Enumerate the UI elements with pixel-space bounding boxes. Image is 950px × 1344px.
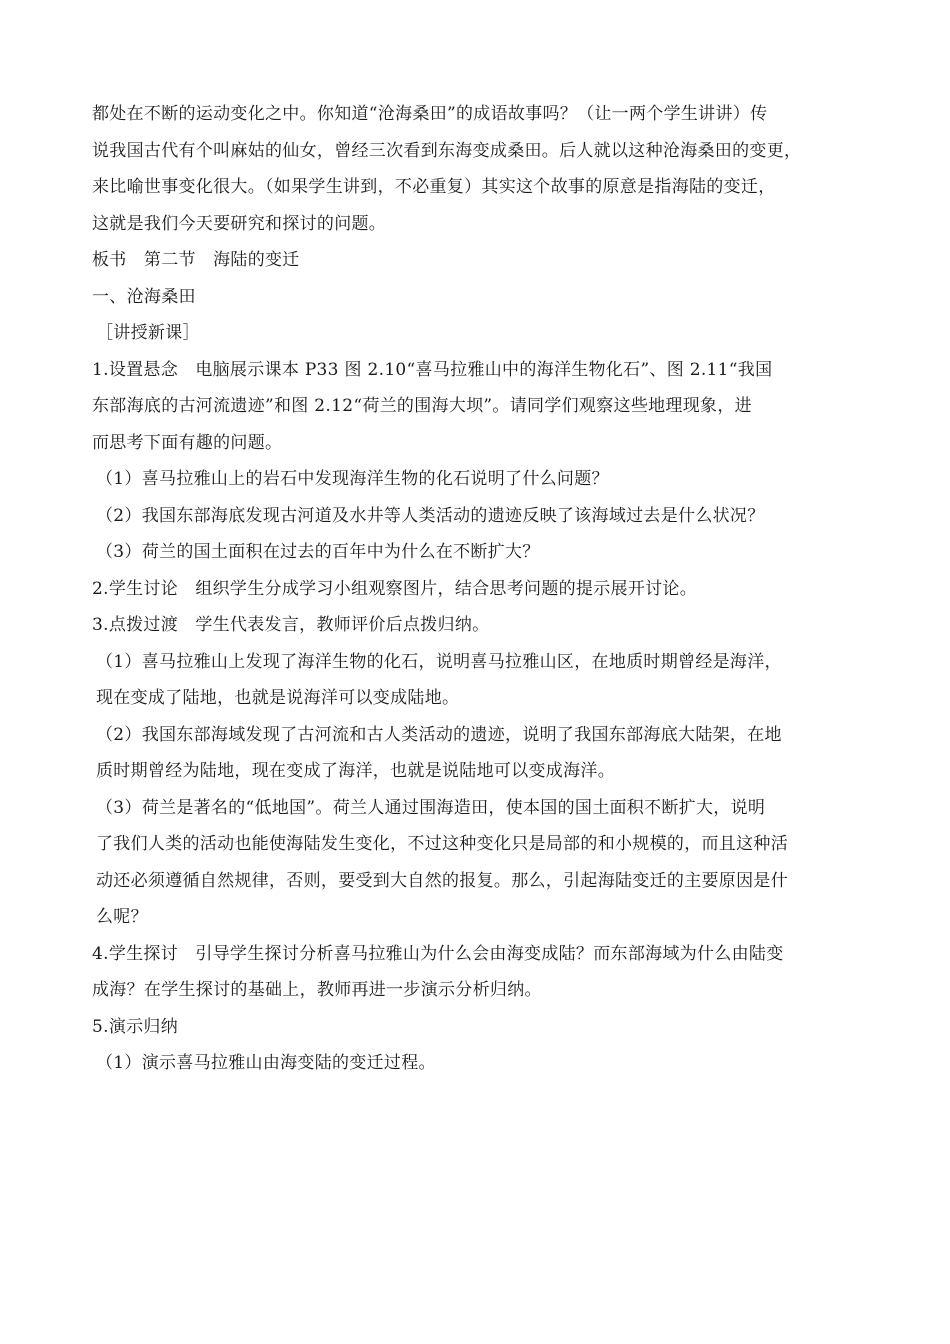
document-page xyxy=(92,96,862,1082)
text-line: 而思考下面有趣的问题。 xyxy=(92,432,283,453)
text-line: （2）我国东部海域发现了古河流和古人类活动的遗迹，说明了我国东部海底大陆架，在地 xyxy=(96,724,782,745)
answer-1 xyxy=(92,644,862,717)
text-line: 说我国古代有个叫麻姑的仙女，曾经三次看到东海变成桑田。后人就以这种沧海桑田的变更， xyxy=(92,140,802,161)
question-2: （2）我国东部海底发现古河道及水井等人类活动的遗迹反映了该海域过去是什么状况？ xyxy=(96,505,765,526)
question-1: （1）喜马拉雅山上的岩石中发现海洋生物的化石说明了什么问题？ xyxy=(96,469,609,489)
paragraph-step-1 xyxy=(92,352,862,462)
section-heading: 一、沧海桑田 xyxy=(92,286,196,307)
answer-3 xyxy=(92,790,862,936)
answer-2 xyxy=(92,717,862,790)
paragraph-intro xyxy=(92,96,862,242)
text-line: 来比喻世事变化很大。（如果学生讲到，不必重复）其实这个故事的原意是指海陆的变迁， xyxy=(92,177,776,197)
text-line: 都处在不断的运动变化之中。你知道“沧海桑田”的成语故事吗？（让一两个学生讲讲）传 xyxy=(92,104,768,124)
text-line: 么呢？ xyxy=(96,907,148,927)
text-line: 动还必须遵循自然规律，否则，要受到大自然的报复。那么，引起海陆变迁的主要原因是什 xyxy=(96,870,788,891)
text-line: 1.设置悬念 电脑展示课本 P33 图 2.10“喜马拉雅山中的海洋生物化石”、图 2.11“我国 xyxy=(92,359,773,380)
text-line: 现在变成了陆地，也就是说海洋可以变成陆地。 xyxy=(96,688,460,708)
board-title: 板书 第二节 海陆的变迁 xyxy=(92,250,300,270)
text-line: 质时期曾经为陆地，现在变成了海洋，也就是说陆地可以变成海洋。 xyxy=(96,761,615,781)
paragraph-step-4 xyxy=(92,936,862,1009)
new-lesson-label: ［讲授新课］ xyxy=(96,323,200,343)
step-3: 3.点拨过渡 学生代表发言，教师评价后点拨归纳。 xyxy=(92,615,490,635)
text-line: 4.学生探讨 引导学生探讨分析喜马拉雅山为什么会由海变成陆？而东部海域为什么由陆变 xyxy=(92,943,784,964)
question-3: （3）荷兰的国土面积在过去的百年中为什么在不断扩大？ xyxy=(96,542,540,562)
text-line: 成海？在学生探讨的基础上，教师再进一步演示分析归纳。 xyxy=(92,980,542,1000)
text-line: 东部海底的古河流遗迹”和图 2.12“荷兰的围海大坝”。请同学们观察这些地理现象，进 xyxy=(92,396,752,416)
text-line: 这就是我们今天要研究和探讨的问题。 xyxy=(92,213,387,234)
step-5: 5.演示归纳 xyxy=(92,1016,179,1037)
step-2: 2.学生讨论 组织学生分成学习小组观察图片，结合思考问题的提示展开讨论。 xyxy=(92,578,698,599)
text-line: 了我们人类的活动也能使海陆发生变化，不过这种变化只是局部的和小规模的，而且这种活 xyxy=(96,834,788,854)
text-line: （3）荷兰是著名的“低地国”。荷兰人通过围海造田，使本国的国土面积不断扩大，说明 xyxy=(96,797,766,818)
text-line: （1）喜马拉雅山上发现了海洋生物的化石，说明喜马拉雅山区，在地质时期曾经是海洋， xyxy=(96,651,782,672)
demo-1: （1）演示喜马拉雅山由海变陆的变迁过程。 xyxy=(96,1053,436,1073)
